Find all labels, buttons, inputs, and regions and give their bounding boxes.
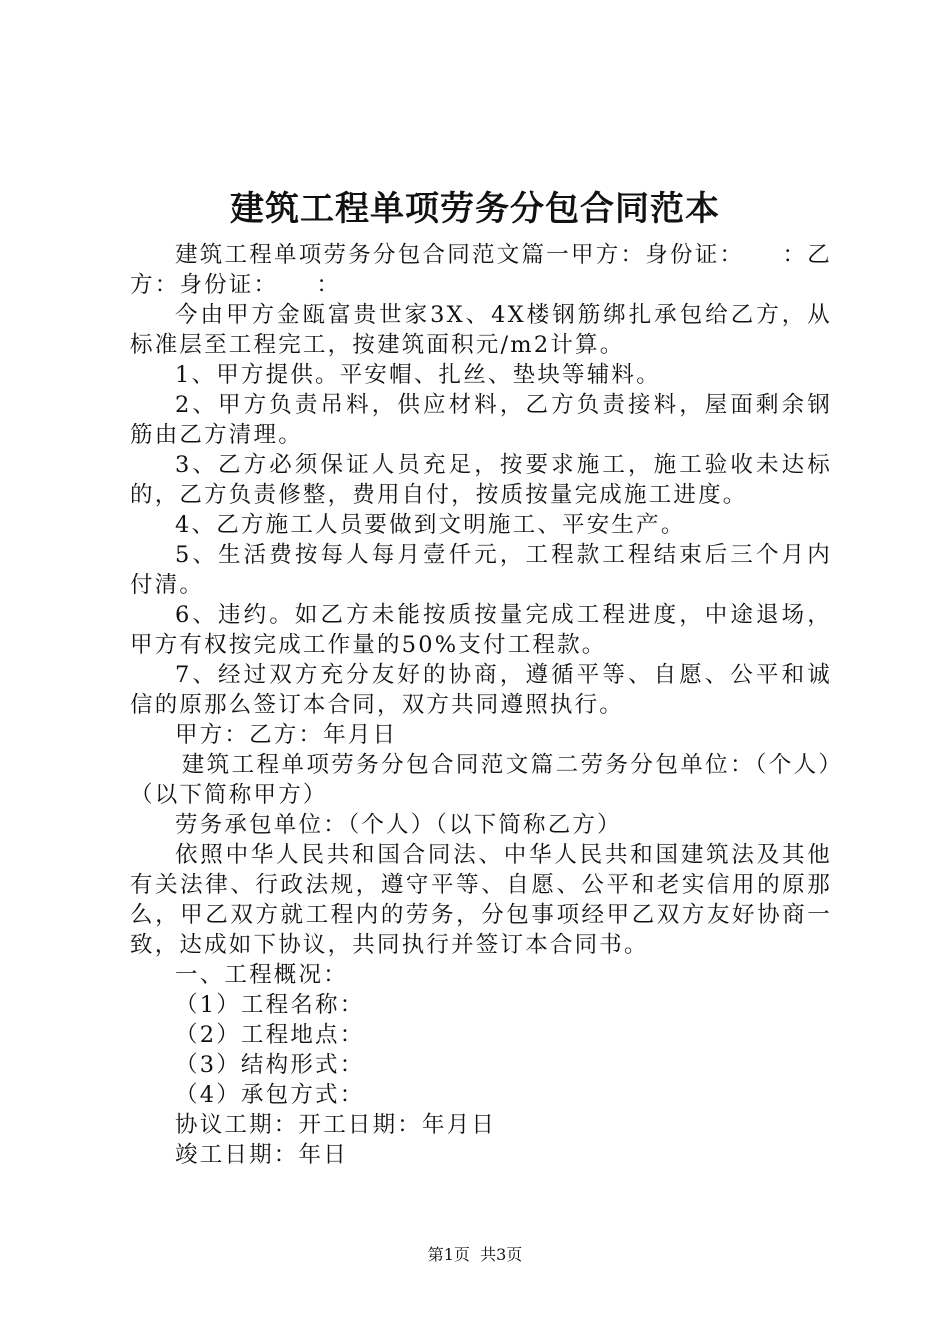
paragraph: 协议工期：开工日期：年月日 [175,1112,497,1138]
document-body [130,240,832,1170]
paragraph: 6、违约。如乙方未能按质按量完成工程进度，中途退场，甲方有权按完成工作量的50%支付工程款。 [130,602,832,658]
paragraph: 竣工日期：年日 [175,1142,348,1168]
paragraph: 3、乙方必须保证人员充足，按要求施工，施工验收未达标的，乙方负责修整，费用自付，按质按量完成施工进度。 [130,452,832,508]
page-footer [0,1244,950,1266]
paragraph: 建筑工程单项劳务分包合同范文篇一甲方：身份证： ：乙方：身份证： ： [130,242,832,298]
list-item: （4）承包方式： [175,1082,365,1108]
section-heading: 一、工程概况： [175,962,348,988]
paragraph: 今由甲方金瓯富贵世家3X、4X楼钢筋绑扎承包给乙方，从标准层至工程完工，按建筑面积元/m2计算。 [130,302,832,358]
list-item: （1）工程名称： [175,992,365,1018]
page-total: 共3页 [480,1245,523,1264]
paragraph: 5、生活费按每人每月壹仟元，工程款工程结束后三个月内付清。 [130,542,832,598]
document-title: 建筑工程单项劳务分包合同范本 [230,189,720,229]
paragraph: 建筑工程单项劳务分包合同范文篇二劳务分包单位：（个人）（以下简称甲方） [130,752,832,808]
paragraph: 7、经过双方充分友好的协商，遵循平等、自愿、公平和诚信的原那么签订本合同，双方共同遵照执行。 [130,662,832,718]
paragraph: 1、甲方提供。平安帽、扎丝、垫块等辅料。 [175,362,661,388]
signature-line: 甲方：乙方：年月日 [175,722,398,748]
paragraph: 依照中华人民共和国合同法、中华人民共和国建筑法及其他有关法律、行政法规，遵守平等、自愿、公平和老实信用的原那么，甲乙双方就工程内的劳务，分包事项经甲乙双方友好协商一致，达成如下协议，共同执行并签订本合同书。 [130,842,832,958]
list-item: （3）结构形式： [175,1052,365,1078]
list-item: （2）工程地点： [175,1022,365,1048]
page-number: 第1页 [427,1245,470,1264]
paragraph: 2、甲方负责吊料，供应材料，乙方负责接料，屋面剩余钢筋由乙方清理。 [130,392,832,448]
paragraph: 4、乙方施工人员要做到文明施工、平安生产。 [175,512,686,538]
paragraph: 劳务承包单位：（个人）（以下简称乙方） [175,812,622,838]
